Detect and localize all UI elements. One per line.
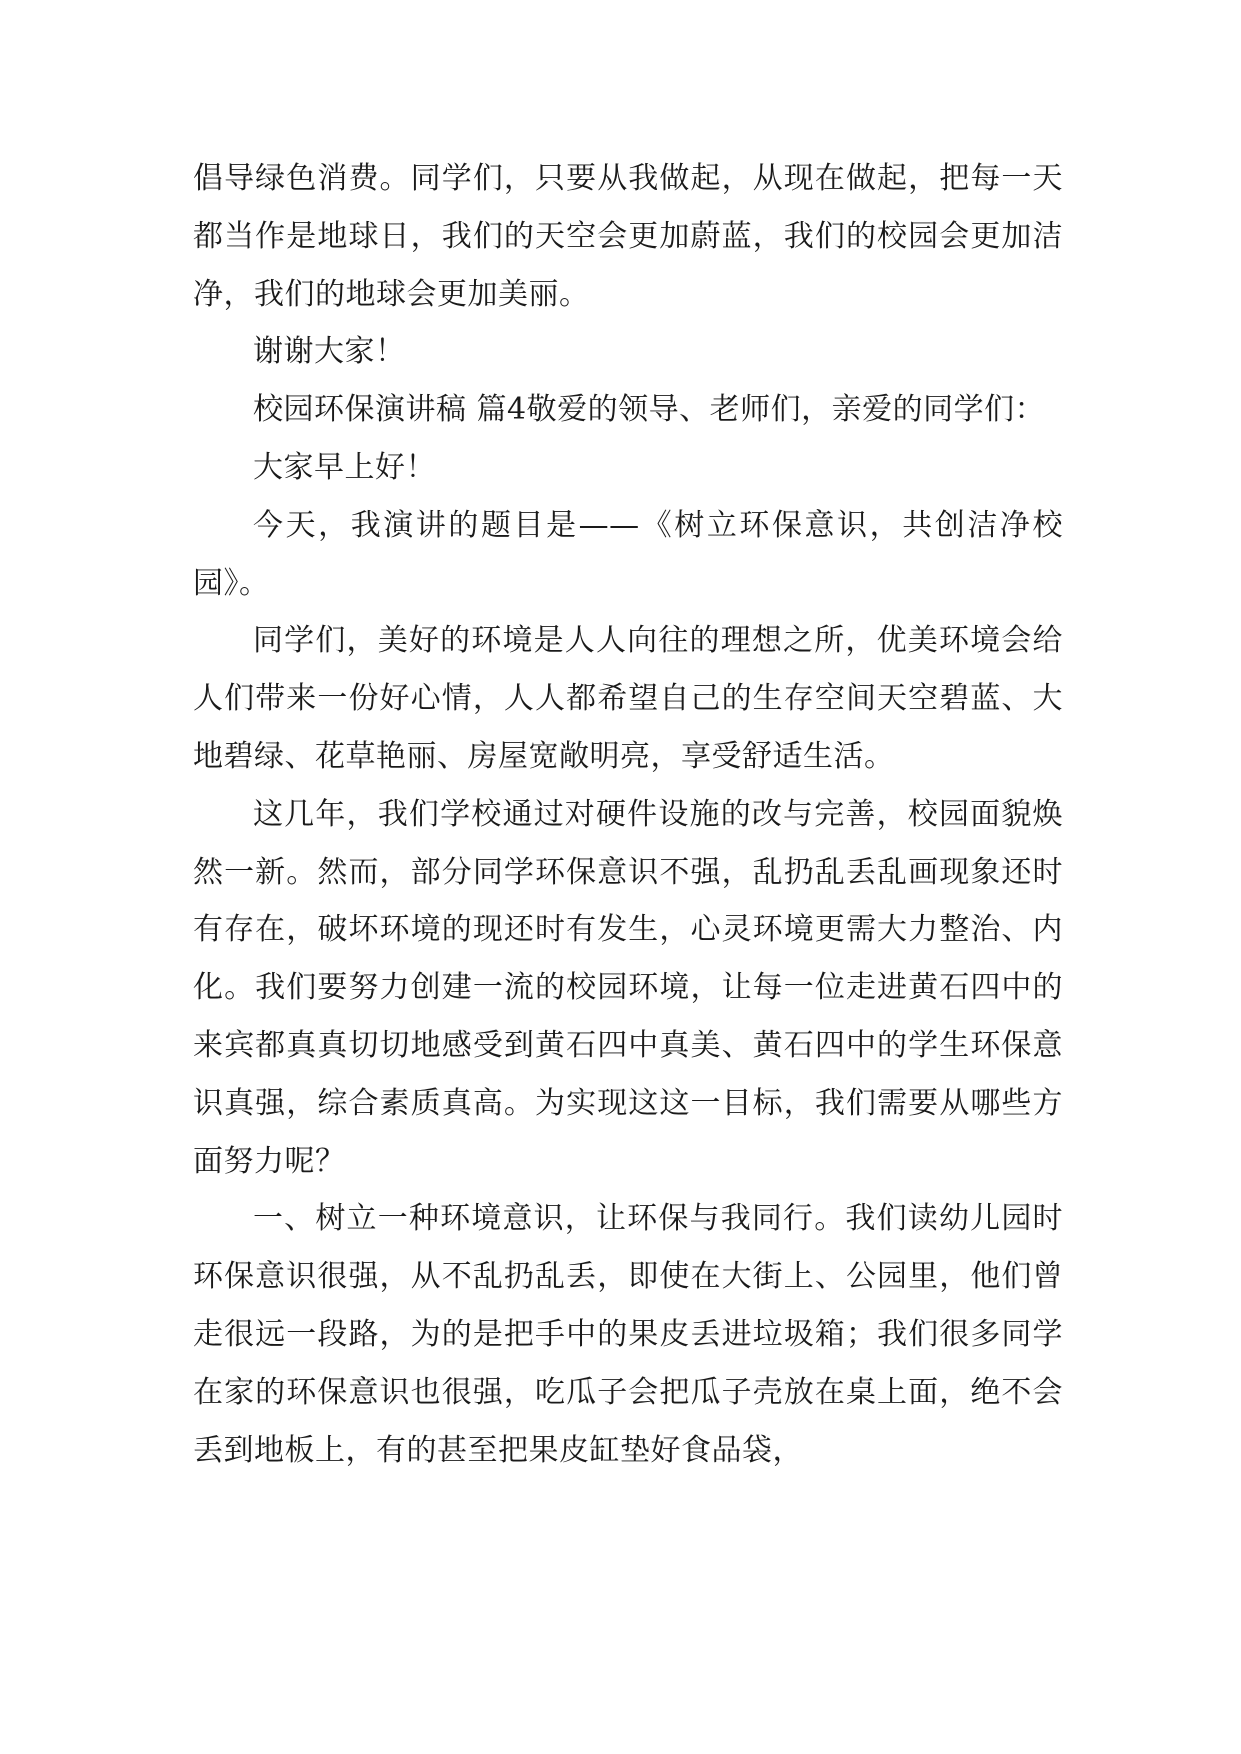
paragraph-environment: 同学们，美好的环境是人人向往的理想之所，优美环境会给人们带来一份好心情，人人都希望自己的生存空间天空碧蓝、大地碧绿、花草艳丽、房屋宽敞明亮，享受舒适生活。 (193, 623, 1063, 774)
paragraph-speech-heading: 校园环保演讲稿 篇4敬爱的领导、老师们，亲爱的同学们： (253, 392, 1046, 428)
paragraph-continuation: 倡导绿色消费。同学们，只要从我做起，从现在做起，把每一天都当作是地球日，我们的天空会更加蔚蓝，我们的校园会更加洁净，我们的地球会更加美丽。 (193, 161, 1063, 312)
paragraph-thanks: 谢谢大家！ (253, 334, 406, 370)
paragraph-greeting: 大家早上好！ (253, 449, 436, 485)
paragraph-point-one: 一、树立一种环境意识，让环保与我同行。我们读幼儿园时环保意识很强，从不乱扔乱丢，即使在大街上、公园里，他们曾走很远一段路，为的是把手中的果皮丢进垃圾箱；我们很多同学在家的环保意识也很强，吃瓜子会把瓜子壳放在桌上面，绝不会丢到地板上，有的甚至把果皮缸垫好食品袋， (193, 1201, 1063, 1468)
paragraph-topic: 今天，我演讲的题目是——《树立环保意识，共创洁净校园》。 (193, 507, 1063, 601)
paragraph-school: 这几年，我们学校通过对硬件设施的改与完善，校园面貌焕然一新。然而，部分同学环保意识不强，乱扔乱丢乱画现象还时有存在，破坏环境的现还时有发生，心灵环境更需大力整治、内化。我们要努力创建一流的校园环境，让每一位走进黄石四中的来宾都真真切切地感受到黄石四中真美、黄石四中的学生环保意识真强，综合素质真高。为实现这这一目标，我们需要从哪些方面努力呢？ (193, 796, 1063, 1179)
document-body (193, 150, 1063, 1479)
